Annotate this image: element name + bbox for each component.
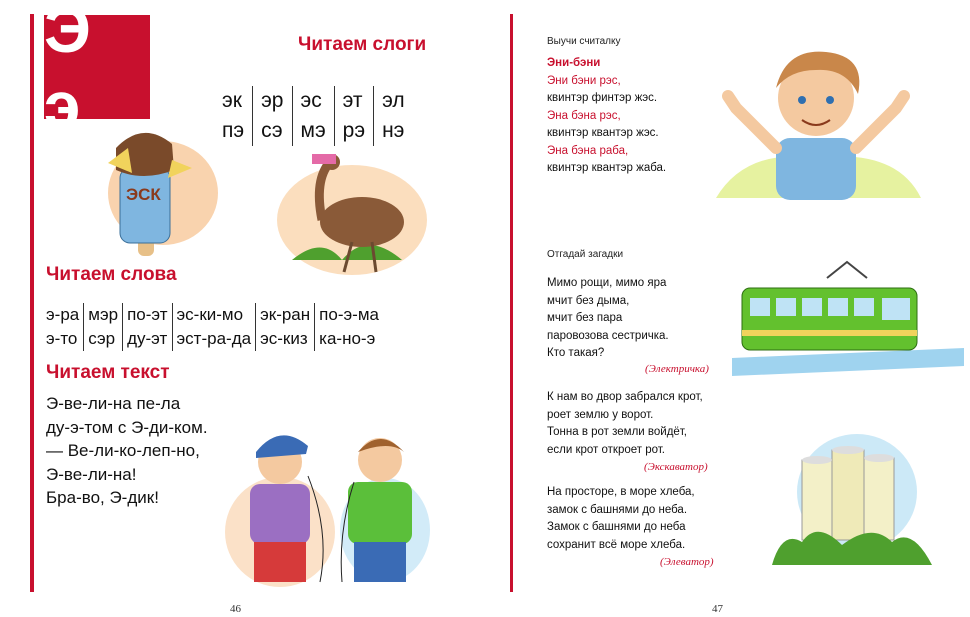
page-number: 47 — [712, 603, 723, 615]
riddle-line: Мимо рощи, мимо яра — [547, 277, 667, 289]
word: по-эт — [123, 303, 172, 327]
ice-cream-illustration — [88, 118, 218, 258]
syllable: эс — [292, 86, 334, 116]
word: мэр — [84, 303, 123, 327]
text-line: ду-э-том с Э-ди-ком. — [46, 417, 208, 437]
boy-illustration — [706, 38, 926, 203]
words-heading: Читаем слова — [46, 264, 177, 285]
right-margin-rule — [510, 14, 513, 592]
riddle — [547, 275, 669, 363]
riddle-line: паровозова сестричка. — [547, 329, 669, 342]
word: эс-ки-мо — [172, 303, 256, 327]
rhyme-line: Эна бэна рэс, — [547, 109, 621, 122]
riddle-line: мчит без дыма, — [547, 294, 630, 307]
syllable: сэ — [253, 116, 292, 146]
riddle-line: мчит без пара — [547, 312, 623, 324]
riddle — [547, 484, 695, 554]
riddles-title: Отгадай загадки — [547, 249, 624, 260]
syllables-heading: Читаем слоги — [298, 34, 427, 55]
syllables-row — [214, 86, 413, 116]
rhyme-line: квинтэр финтэр жэс. — [547, 92, 658, 104]
riddle-answer: (Электричка) — [645, 363, 709, 375]
word: сэр — [84, 327, 123, 351]
riddle-line: На просторе, в море хлеба, — [547, 486, 695, 498]
word: по-э-ма — [315, 303, 383, 327]
words-row — [46, 327, 383, 351]
page-number: 46 — [230, 603, 241, 615]
letter-block: Э э — [44, 15, 150, 119]
riddle-line: замок с башнями до неба. — [547, 503, 688, 516]
words-row — [46, 303, 383, 327]
syllable: эт — [334, 86, 373, 116]
word: эст-ра-да — [172, 327, 256, 351]
word: ка-но-э — [315, 327, 383, 351]
singing-kids-illustration — [220, 412, 430, 592]
riddle-answer: (Элеватор) — [660, 556, 714, 568]
emu-illustration — [272, 150, 432, 280]
syllable: рэ — [334, 116, 373, 146]
riddle-line: К нам во двор забрался крот, — [547, 391, 703, 403]
word: э-ра — [46, 305, 80, 324]
word: ду-эт — [123, 327, 172, 351]
syllables-table — [214, 86, 413, 146]
riddle-line: Кто такая? — [547, 347, 605, 359]
syllable: нэ — [374, 116, 413, 146]
word: эс-киз — [256, 327, 315, 351]
riddle-line: сохранит всё море хлеба. — [547, 538, 686, 551]
rhyme-line: квинтэр квантэр жаба. — [547, 162, 667, 174]
elevator-illustration — [762, 430, 937, 565]
right-page — [510, 0, 970, 617]
syllable: эл — [374, 86, 413, 116]
word: эк-ран — [256, 303, 315, 327]
syllable: мэ — [292, 116, 334, 146]
riddle-answer: (Экскаватор) — [644, 461, 708, 473]
text-line: Э-ве-ли-на пе-ла — [46, 394, 181, 413]
text-line: Бра-во, Э-дик! — [46, 488, 159, 507]
riddle-line: Тонна в рот земли войдёт, — [547, 426, 687, 438]
counting-rhyme-title: Эни-бэни — [547, 57, 601, 69]
counting-rhyme — [547, 55, 666, 178]
rhyme-line: Эна бэна раба, — [547, 144, 629, 157]
riddle-line: роет землю у ворот. — [547, 408, 654, 421]
left-margin-rule — [30, 14, 34, 592]
ice-cream-label: ЭСК — [126, 185, 161, 204]
riddle — [547, 389, 703, 459]
text-line: — Ве-ли-ко-леп-но, — [46, 441, 200, 460]
riddle-line: если крот откроет рот. — [547, 443, 665, 456]
syllable: эр — [253, 86, 292, 116]
word: э-то — [46, 329, 78, 348]
counting-title: Выучи считалку — [547, 36, 621, 47]
riddle-line: Замок с башнями до неба — [547, 521, 686, 533]
syllables-row — [214, 116, 413, 146]
rhyme-line: квинтэр квантэр жэс. — [547, 127, 659, 139]
syllable: эк — [222, 89, 242, 112]
reading-text — [46, 392, 208, 510]
syllable: пэ — [222, 119, 245, 142]
train-illustration — [732, 258, 964, 376]
text-line: Э-ве-ли-на! — [46, 464, 137, 484]
rhyme-line: Эни бэни рэс, — [547, 74, 621, 87]
words-table — [46, 303, 383, 351]
text-heading: Читаем текст — [46, 362, 170, 383]
